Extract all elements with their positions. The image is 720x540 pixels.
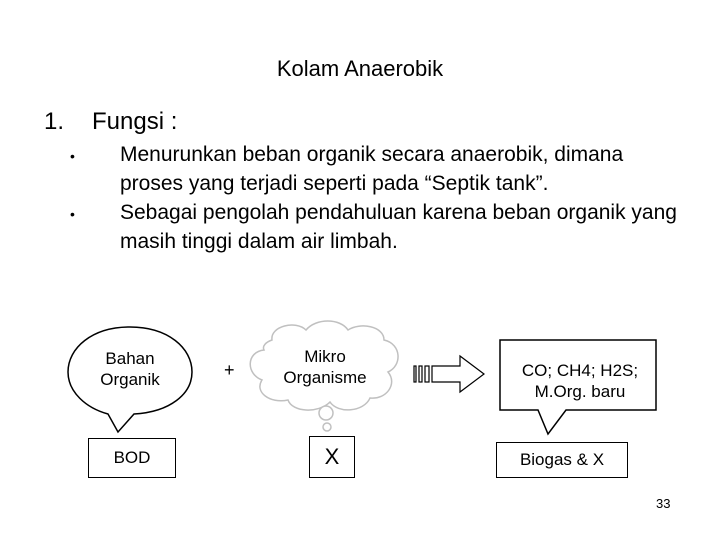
x-label: X	[324, 444, 340, 469]
bullet-marker-2: •	[70, 206, 75, 222]
cloud-tail-large	[319, 406, 333, 420]
bullet-marker-1: •	[70, 148, 75, 164]
products-label: CO; CH4; H2S; M.Org. baru	[521, 361, 639, 401]
bod-label: BOD	[113, 448, 151, 467]
slide-title: Kolam Anaerobik	[276, 56, 444, 81]
section-heading: Fungsi :	[92, 108, 178, 135]
biogas-box	[496, 442, 628, 478]
bullet-text-2: Sebagai pengolah pendahuluan karena beban organik yang masih tinggi dalam air limbah.	[120, 201, 677, 253]
bahan-organik-label: Bahan Organik	[100, 349, 160, 389]
biogas-label: Biogas & X	[519, 450, 605, 469]
bullet-text-1: Menurunkan beban organik secara anaerobik, dimana proses yang terjadi seperti pada “Septik tank”.	[120, 143, 624, 195]
page-number: 33	[656, 496, 671, 511]
bod-box	[88, 438, 176, 478]
section-number: 1.	[44, 108, 65, 135]
process-arrow	[414, 356, 484, 392]
x-box	[309, 436, 355, 478]
plus-sign: +	[224, 360, 235, 380]
cloud-tail-small	[323, 423, 331, 431]
mikro-organisme-label: Mikro Organisme	[283, 347, 367, 387]
